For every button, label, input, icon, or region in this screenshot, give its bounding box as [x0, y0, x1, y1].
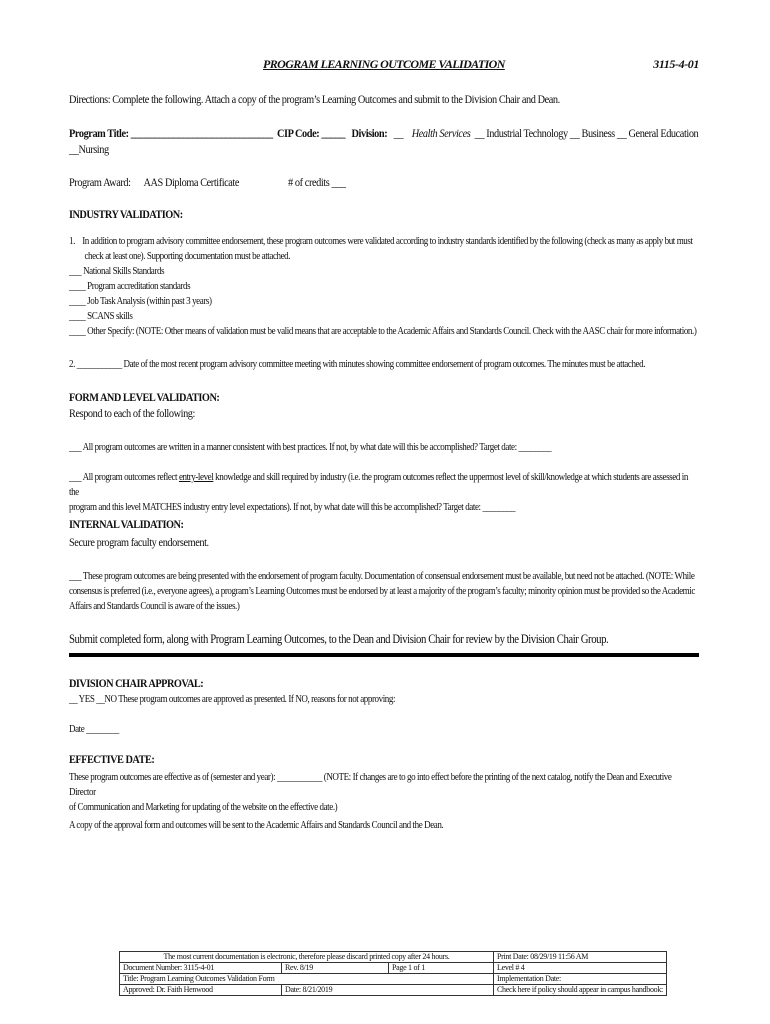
internal-validation-subheading: Secure program faculty endorsement.	[69, 535, 209, 549]
form-title: PROGRAM LEARNING OUTCOME VALIDATION	[263, 57, 505, 71]
entry-level-term: entry-level	[178, 472, 214, 483]
check-program-accreditation[interactable]: ____ Program accreditation standards	[69, 281, 191, 292]
division-option-general-ed: General Education	[628, 126, 699, 140]
division-nursing-row: __Nursing	[69, 142, 109, 156]
footer-notice: The most current documentation is electronic, therefore please discard printed copy after 24 hours.	[120, 952, 494, 963]
effective-date-heading: EFFECTIVE DATE:	[69, 752, 155, 766]
program-title-field[interactable]: ______________________________	[130, 126, 273, 140]
check-national-skills[interactable]: ___ National Skills Standards	[69, 266, 165, 277]
internal-validation-heading: INTERNAL VALIDATION:	[69, 517, 184, 531]
check-job-task-analysis[interactable]: ____ Job Task Analysis (within past 3 years)	[69, 296, 212, 307]
item-1-text-cont: check at least one). Supporting documentation must be attached.	[84, 251, 291, 262]
effective-date-paragraph[interactable]	[69, 770, 699, 815]
footer-date: Date: 8/21/2019	[282, 985, 494, 996]
division-option-nursing: Nursing	[78, 142, 109, 156]
footer-doc-number: Document Number: 3115-4-01	[120, 963, 282, 974]
internal-line-3: Affairs and Standards Council is aware of the issues.)	[69, 601, 240, 612]
program-title-label: Program Title:	[69, 126, 129, 140]
footer-print-date: Print Date: 08/29/19 11:56 AM	[494, 952, 667, 963]
division-chair-approval-line[interactable]: __ YES __NO These program outcomes are approved as presented. If NO, reasons for not approving:	[69, 694, 396, 705]
internal-line-2: consensus is preferred (i.e., everyone agrees), a program’s Learning Outcomes must be endorsed by at least a majority of the program’s faculty; minority opinion must be provided so the Academic	[69, 586, 695, 597]
division-chair-date[interactable]: Date ________	[69, 724, 119, 735]
submit-instruction: Submit completed form, along with Program Learning Outcomes, to the Dean and Division Chair for review by the Division Chair Group.	[69, 632, 609, 646]
footer-title: Title: Program Learning Outcomes Validation Form	[120, 974, 494, 985]
form-level-item-1[interactable]: ___ All program outcomes are written in a manner consistent with best practices. If not, by what date will this be accomplished? Target date: ________	[69, 442, 552, 453]
industry-item-2: 2. ___________ Date of the most recent program advisory committee meeting with minutes showing committee endorsement of program outcomes. The minutes must be attached.	[69, 359, 646, 370]
footer-approved: Approved: Dr. Faith Henwood	[120, 985, 282, 996]
item-2-text-b: knowledge and skill required by industry (i.e. the program outcomes reflect the uppermost level of skill/knowledge at which students are assessed in the	[69, 472, 688, 498]
division-chair-heading: DIVISION CHAIR APPROVAL:	[69, 676, 204, 690]
footer-level: Level # 4	[494, 963, 667, 974]
cip-code-field[interactable]: _____	[321, 126, 346, 140]
check-scans-skills[interactable]: ____ SCANS skills	[69, 311, 133, 322]
division-option-health: Health Services	[411, 126, 471, 140]
item-1-number: 1.	[69, 236, 75, 247]
footer-handbook-check[interactable]: Check here if policy should appear in campus handbook:	[494, 985, 667, 996]
item-2-text-c: program and this level MATCHES industry entry level expectations). If not, by what date will this be accomplished? Target date: ________	[69, 502, 516, 513]
cip-code-label: CIP Code:	[276, 126, 320, 140]
division-label: Division:	[351, 126, 388, 140]
effective-line-2: of Communication and Marketing for updating of the website on the effective date.)	[69, 802, 338, 813]
program-award-options[interactable]: AAS Diploma Certificate	[143, 175, 240, 189]
footer-rev: Rev. 8/19	[282, 963, 389, 974]
copy-note: A copy of the approval form and outcomes will be sent to the Academic Affairs and Standards Council and the Dean.	[69, 820, 444, 831]
directions: Directions: Complete the following. Attach a copy of the program’s Learning Outcomes and submit to the Division Chair and Dean.	[69, 92, 560, 106]
section-divider	[69, 653, 699, 657]
item-1-text: In addition to program advisory committee endorsement, these program outcomes were validated according to industry standards identified by the following (check as many as apply but must	[82, 236, 693, 247]
industry-item-1	[69, 234, 699, 339]
footer-implementation: Implementation Date:	[494, 974, 667, 985]
form-code: 3115-4-01	[653, 57, 699, 71]
credits-label: # of credits	[288, 175, 330, 189]
effective-line-1: These program outcomes are effective as of (semester and year): ___________ (NOTE: If changes are to go into effect before the printing of the next catalog, notify the Dean and Executive Director	[69, 772, 672, 798]
form-level-item-2[interactable]	[69, 470, 699, 515]
form-level-subheading: Respond to each of the following:	[69, 406, 195, 420]
industry-validation-heading: INDUSTRY VALIDATION:	[69, 207, 183, 221]
credits-field[interactable]: ___	[331, 175, 346, 189]
program-award-label: Program Award:	[69, 175, 131, 189]
item-2-text-a: ___ All program outcomes reflect	[69, 472, 179, 483]
check-other-specify[interactable]: ____ Other Specify: (NOTE: Other means of validation must be valid means that are acceptable to the Academic Affairs and Standards Council. Check with the AASC chair for more information.)	[69, 326, 697, 337]
internal-line-1: ___ These program outcomes are being presented with the endorsement of program faculty. Documentation of consensual endorsement must be available, but need not be attached. (NOTE: While	[69, 571, 695, 582]
form-level-heading: FORM AND LEVEL VALIDATION:	[69, 390, 220, 404]
division-option-business: Business	[581, 126, 615, 140]
footer-page: Page 1 of 1	[389, 963, 494, 974]
internal-validation-paragraph[interactable]	[69, 569, 699, 614]
division-option-industrial: Industrial Technology	[486, 126, 568, 140]
document-header	[69, 57, 699, 73]
program-title-row: Program Title: ______________________________ CIP Code: _____ Division: __ Health Services __ Industrial Technology __ Business __ General Education	[69, 126, 699, 140]
division-blank[interactable]: __	[393, 126, 404, 140]
program-award-row	[69, 175, 699, 190]
document-control-footer	[119, 951, 667, 996]
